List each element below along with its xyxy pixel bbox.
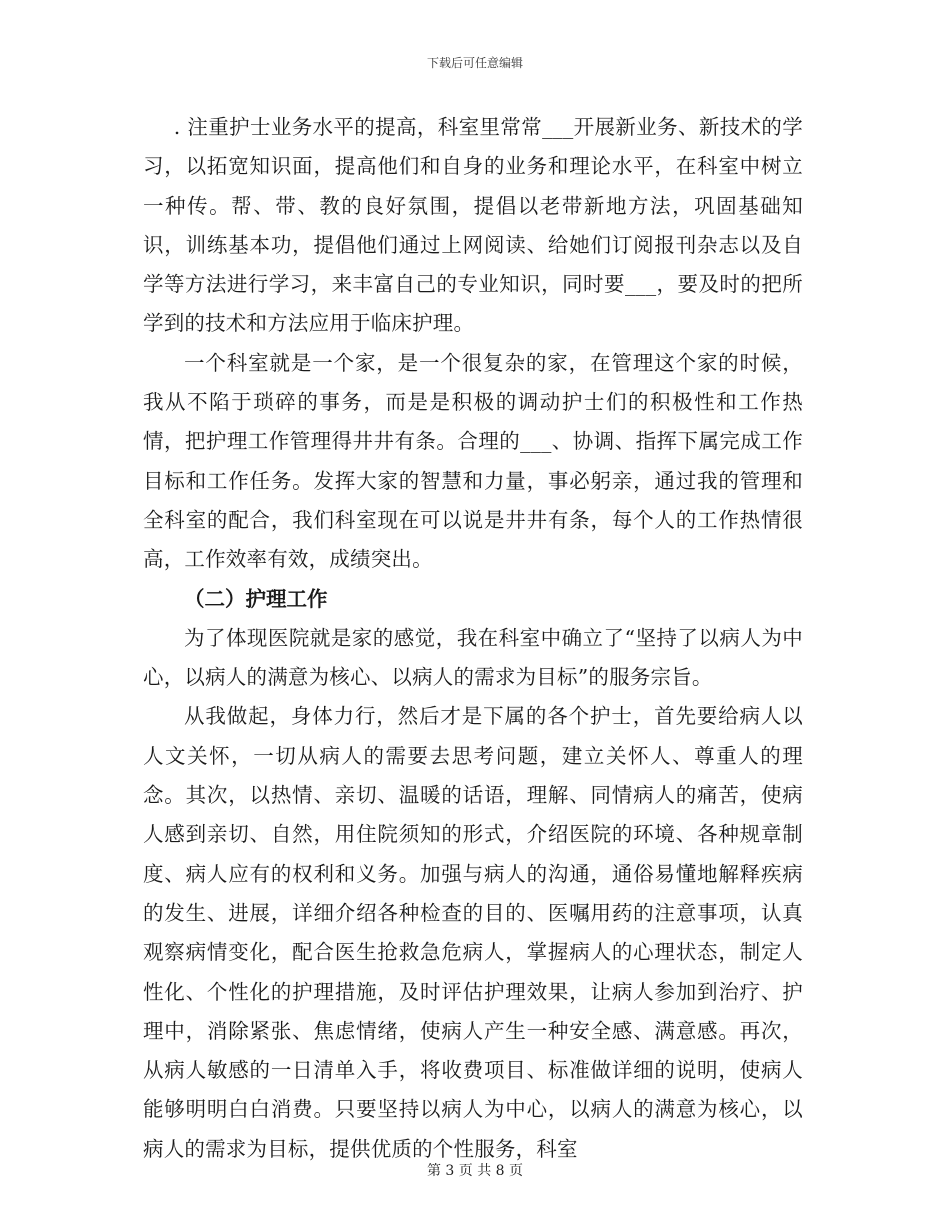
paragraph-patient-care: 从我做起，身体力行，然后才是下属的各个护士，首先要给病人以人文关怀，一切从病人的需要去思考问题，建立关怀人、尊重人的理念。其次，以热情、亲切、温暖的话语，理解、同情病人的痛苦，使病人感到亲切、自然，用住院须知的形式，介绍医院的环境、各种规章制度、病人应有的权利和义务。加强与病人的沟通，通俗易懂地解释疾病的发生、进展，详细介绍各种检查的目的、医嘱用药的注意事项，认真观察病情变化，配合医生抢救急危病人，掌握病人的心理状态，制定人性化、个性化的护理措施，及时评估护理效果，让病人参加到治疗、护理中，消除紧张、焦虑情绪，使病人产生一种安全感、满意感。再次，从病人敏感的一日清单入手，将收费项目、标准做详细的说明，使病人能够明明白白消费。只要坚持以病人为中心，以病人的满意为核心，以病人的需求为目标，提供优质的个性服务，科室 [143, 704, 803, 1161]
page-number: 第 3 页 共 8 页 [426, 1163, 524, 1179]
paragraph-service-purpose: 为了体现医院就是家的感觉，我在科室中确立了“坚持了以病人为中心，以病人的满意为核心、以病人的需求为目标”的服务宗旨。 [143, 625, 803, 690]
section-heading-nursing-work: （二）护理工作 [184, 586, 328, 611]
paragraph-management: 一个科室就是一个家，是一个很复杂的家，在管理这个家的时候，我从不陷于琐碎的事务，而是是积极的调动护士们的积极性和工作热情，把护理工作管理得井井有条。合理的___、协调、指挥下属完成工作目标和工作任务。发挥大家的智慧和力量，事必躬亲，通过我的管理和全科室的配合，我们科室现在可以说是井井有条，每个人的工作热情很高，工作效率有效，成绩突出。 [143, 350, 803, 572]
page-header: 下载后可任意编辑 [426, 56, 523, 70]
paragraph-training: . 注重护士业务水平的提高，科室里常常___开展新业务、新技术的学习，以拓宽知识面，提高他们和自身的业务和理论水平，在科室中树立一种传。帮、带、教的良好氛围，提倡以老带新地方法，巩固基础知识，训练基本功，提倡他们通过上网阅读、给她们订阅报刊杂志以及自学等方法进行学习，来丰富自己的专业知识，同时要___，要及时的把所学到的技术和方法应用于临床护理。 [143, 115, 803, 336]
document-body [143, 108, 803, 1169]
